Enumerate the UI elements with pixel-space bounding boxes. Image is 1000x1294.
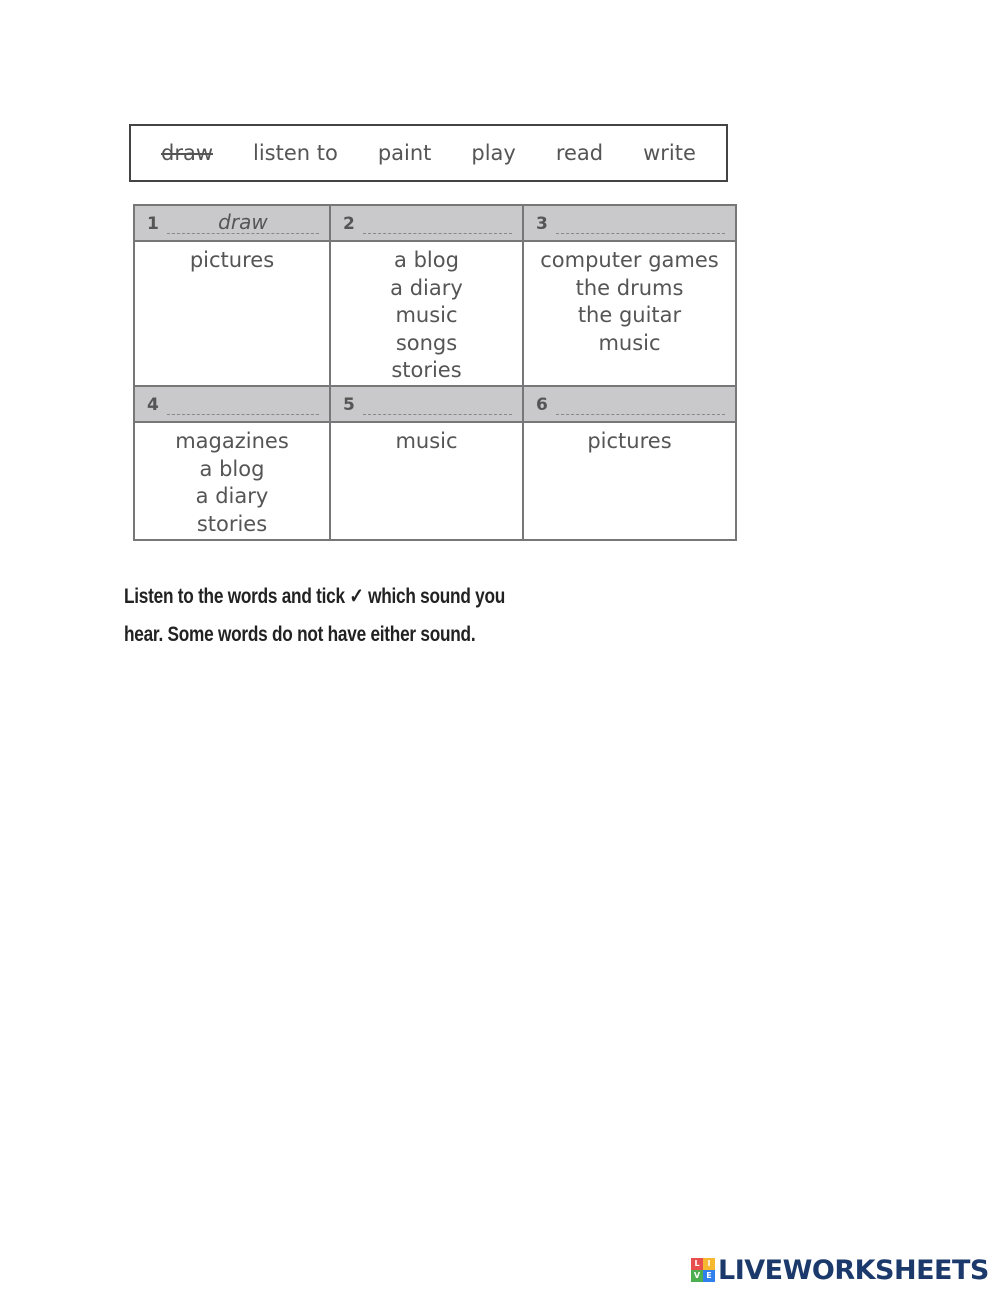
instruction-line-1: Listen to the words and tick ✓ which sound you bbox=[124, 585, 506, 608]
cell-number: 1 bbox=[147, 214, 159, 234]
list-item: music bbox=[395, 303, 458, 327]
word-bank-item-draw: draw bbox=[160, 141, 213, 165]
logo-mark-letter: E bbox=[703, 1270, 715, 1282]
logo-mark-icon bbox=[691, 1258, 715, 1282]
logo-mark-letter: I bbox=[703, 1258, 715, 1270]
list-item: the drums bbox=[575, 275, 684, 300]
answer-blank-1[interactable]: draw bbox=[167, 213, 319, 234]
list-item: a diary bbox=[390, 275, 463, 300]
list-item: stories bbox=[196, 511, 268, 536]
word-bank-item-play: play bbox=[471, 141, 516, 165]
logo-mark-letter: V bbox=[691, 1270, 703, 1282]
list-item: songs bbox=[395, 330, 458, 355]
logo-mark-letter: L bbox=[691, 1258, 703, 1270]
liveworksheets-logo bbox=[691, 1252, 989, 1288]
cell-body-4 bbox=[135, 423, 331, 539]
answer-blank-2[interactable] bbox=[363, 213, 512, 234]
list-item: the guitar bbox=[577, 303, 682, 327]
word-bank-item-paint: paint bbox=[377, 141, 432, 165]
cell-header-1 bbox=[135, 206, 331, 242]
cell-body-6 bbox=[524, 423, 735, 539]
list-item: pictures bbox=[189, 248, 275, 272]
cell-body-5 bbox=[331, 423, 524, 539]
list-item: music bbox=[395, 429, 458, 453]
list-item: pictures bbox=[587, 429, 672, 453]
cell-header-5 bbox=[331, 387, 524, 423]
cell-header-3 bbox=[524, 206, 735, 242]
instruction-text bbox=[124, 578, 550, 654]
answer-blank-3[interactable] bbox=[556, 213, 725, 234]
list-item: a blog bbox=[199, 456, 265, 481]
instruction-line-2: hear. Some words do not have either sound. bbox=[124, 623, 476, 646]
cell-body-3 bbox=[524, 242, 735, 387]
cell-header-6 bbox=[524, 387, 735, 423]
list-item: magazines bbox=[175, 429, 289, 453]
cell-number: 3 bbox=[536, 214, 548, 234]
cell-header-4 bbox=[135, 387, 331, 423]
list-item: music bbox=[598, 330, 661, 355]
list-item: a blog bbox=[394, 248, 459, 272]
list-item: stories bbox=[391, 358, 462, 382]
word-bank-box bbox=[129, 124, 728, 182]
cell-body-1 bbox=[135, 242, 331, 387]
cell-number: 6 bbox=[536, 395, 548, 415]
answer-blank-5[interactable] bbox=[363, 394, 512, 415]
cell-number: 4 bbox=[147, 395, 159, 415]
word-bank-item-read: read bbox=[555, 141, 604, 165]
word-bank-item-listen-to: listen to bbox=[252, 141, 338, 165]
cell-body-2 bbox=[331, 242, 524, 387]
cell-header-2 bbox=[331, 206, 524, 242]
activity-table bbox=[133, 204, 737, 541]
list-item: computer games bbox=[540, 248, 719, 272]
list-item: a diary bbox=[195, 484, 269, 508]
answer-blank-4[interactable] bbox=[167, 394, 319, 415]
cell-number: 2 bbox=[343, 214, 355, 234]
logo-wordmark: LIVEWORKSHEETS bbox=[718, 1254, 989, 1286]
word-bank-item-write: write bbox=[643, 141, 696, 165]
cell-number: 5 bbox=[343, 395, 355, 415]
answer-blank-6[interactable] bbox=[556, 394, 725, 415]
